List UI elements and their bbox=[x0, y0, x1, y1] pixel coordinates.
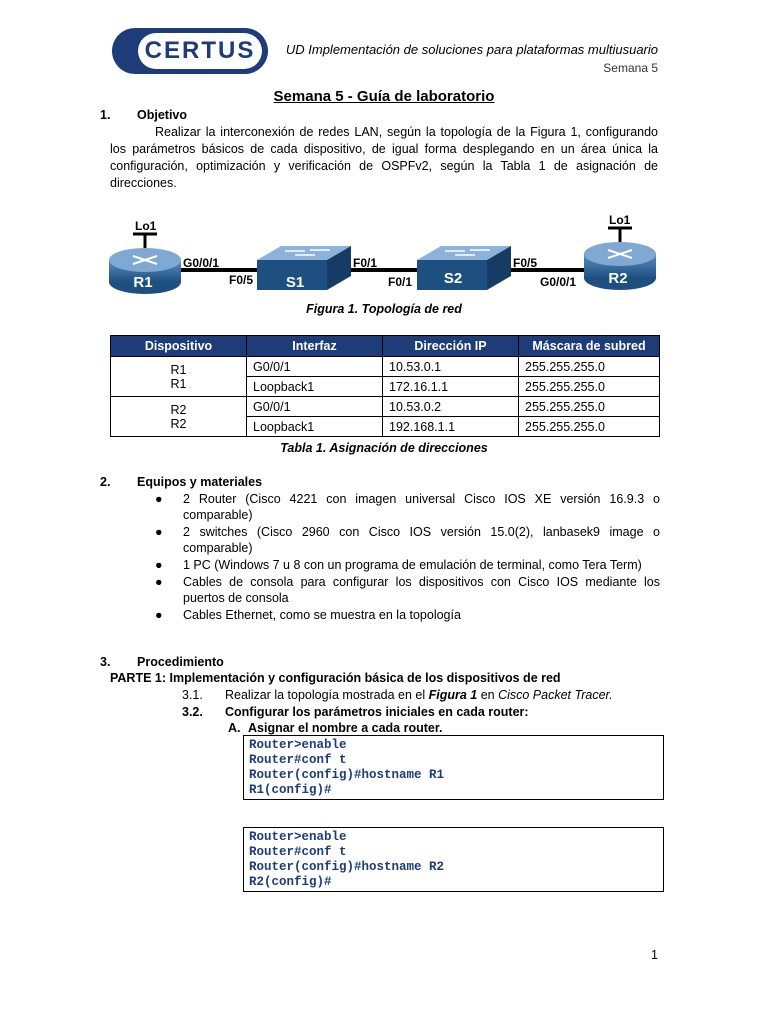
s1-left-port-label: F0/5 bbox=[229, 273, 254, 287]
mask-cell: 255.255.255.0 bbox=[519, 397, 660, 417]
code-block-r2 bbox=[243, 827, 664, 892]
week-header: Semana 5 bbox=[603, 61, 658, 75]
switch-s2-icon bbox=[417, 246, 511, 290]
list-item: ● 1 PC (Windows 7 u 8 con un programa de emulación de terminal, como Tera Term) bbox=[155, 558, 642, 572]
lo1-left-label: Lo1 bbox=[135, 219, 157, 233]
part1-heading: PARTE 1: Implementación y configuración básica de los dispositivos de red bbox=[110, 671, 561, 685]
objective-text: Realizar la interconexión de redes LAN, según la topología de la Figura 1, configurando los parámetros básicos de cada dispositivo, de igual forma desplegando en un área única la configuración, optimización y verificación de OSPFv2, según la Tabla 1 de asignación de direcciones. bbox=[110, 125, 658, 190]
code-block-r1 bbox=[243, 735, 664, 800]
header-cell: Máscara de subred bbox=[519, 336, 660, 357]
r2-label: R2 bbox=[608, 270, 628, 287]
device-name: R2 bbox=[170, 416, 187, 431]
figure-caption: Figura 1. Topología de red bbox=[306, 302, 462, 316]
ip-cell: 172.16.1.1 bbox=[383, 377, 519, 397]
bullet-icon: ● bbox=[155, 575, 163, 589]
step-3-2-text: Configurar los parámetros iniciales en cada router: bbox=[225, 705, 529, 719]
step-3-1-number: 3.1. bbox=[182, 688, 203, 702]
code-line: Router>enable bbox=[249, 738, 347, 752]
header-cell: Dispositivo bbox=[111, 336, 247, 357]
s2-right-port-label: F0/5 bbox=[513, 256, 538, 270]
s1-label: S1 bbox=[285, 274, 305, 291]
header-cell: Dirección IP bbox=[383, 336, 519, 357]
table-row bbox=[111, 397, 660, 417]
device-name: R1 bbox=[170, 362, 187, 377]
list-item: ● Cables Ethernet, como se muestra en la topología bbox=[155, 608, 461, 622]
code-line: R2(config)# bbox=[249, 875, 332, 889]
s2-left-port-label: F0/1 bbox=[388, 275, 413, 289]
table-row bbox=[111, 357, 660, 377]
list-item: ● 2 Router (Cisco 4221 con imagen universal Cisco IOS XE versión 16.9.3 o comparable) bbox=[155, 492, 660, 522]
ip-cell: 192.168.1.1 bbox=[383, 417, 519, 437]
section1-number: 1. bbox=[100, 108, 111, 122]
device-cell bbox=[111, 357, 247, 397]
substep-a-text: Asignar el nombre a cada router. bbox=[248, 721, 443, 735]
bullet-icon: ● bbox=[155, 525, 163, 539]
table-header-row bbox=[111, 336, 660, 357]
section2-number: 2. bbox=[100, 475, 111, 489]
header-cell: Interfaz bbox=[247, 336, 383, 357]
bullet-icon: ● bbox=[155, 608, 163, 622]
r2-port-label: G0/0/1 bbox=[540, 275, 577, 289]
code-line: R1(config)# bbox=[249, 783, 332, 797]
device-name: R2 bbox=[170, 402, 187, 417]
mask-cell: 255.255.255.0 bbox=[519, 377, 660, 397]
device-cell bbox=[111, 397, 247, 437]
mask-cell: 255.255.255.0 bbox=[519, 417, 660, 437]
ip-cell: 10.53.0.1 bbox=[383, 357, 519, 377]
interface-cell: G0/0/1 bbox=[247, 397, 383, 417]
interface-cell: G0/0/1 bbox=[247, 357, 383, 377]
s2-label: S2 bbox=[443, 270, 463, 287]
s1-right-port-label: F0/1 bbox=[353, 256, 378, 270]
table-caption: Tabla 1. Asignación de direcciones bbox=[280, 441, 488, 455]
r1-port-label: G0/0/1 bbox=[183, 256, 220, 270]
r1-label: R1 bbox=[133, 274, 153, 291]
course-header: UD Implementación de soluciones para plataformas multiusuario bbox=[285, 42, 658, 57]
device-name: R1 bbox=[170, 376, 187, 391]
section3-number: 3. bbox=[100, 655, 111, 669]
topology-diagram bbox=[105, 212, 665, 302]
mask-cell: 255.255.255.0 bbox=[519, 357, 660, 377]
page-title: Semana 5 - Guía de laboratorio bbox=[273, 88, 495, 105]
interface-cell: Loopback1 bbox=[247, 377, 383, 397]
certus-logo bbox=[112, 28, 268, 74]
list-item: ● Cables de consola para configurar los dispositivos con Cisco IOS mediante los puertos de consola bbox=[155, 575, 660, 605]
code-line: Router(config)#hostname R2 bbox=[249, 860, 445, 874]
bullet-icon: ● bbox=[155, 558, 163, 572]
code-line: Router#conf t bbox=[249, 753, 347, 767]
logo-text: CERTUS bbox=[144, 37, 256, 64]
section3-title: Procedimiento bbox=[137, 655, 224, 669]
list-item: ● 2 switches (Cisco 2960 con Cisco IOS versión 15.0(2), lanbasek9 image o comparable) bbox=[155, 525, 660, 555]
code-line: Router#conf t bbox=[249, 845, 347, 859]
interface-cell: Loopback1 bbox=[247, 417, 383, 437]
section2-title: Equipos y materiales bbox=[137, 475, 263, 489]
code-line: Router(config)#hostname R1 bbox=[249, 768, 445, 782]
address-table bbox=[110, 335, 660, 437]
substep-a-letter: A. bbox=[228, 721, 241, 735]
bullet-icon: ● bbox=[155, 492, 163, 506]
step-3-2-number: 3.2. bbox=[182, 705, 203, 719]
page-number: 1 bbox=[651, 948, 658, 962]
materials-list bbox=[155, 491, 660, 624]
code-line: Router>enable bbox=[249, 830, 347, 844]
step-3-1-text: Realizar la topología mostrada en el Figura 1 en Cisco Packet Tracer. bbox=[225, 688, 613, 702]
lo1-right-label: Lo1 bbox=[609, 213, 631, 227]
ip-cell: 10.53.0.2 bbox=[383, 397, 519, 417]
section1-title: Objetivo bbox=[137, 108, 188, 122]
